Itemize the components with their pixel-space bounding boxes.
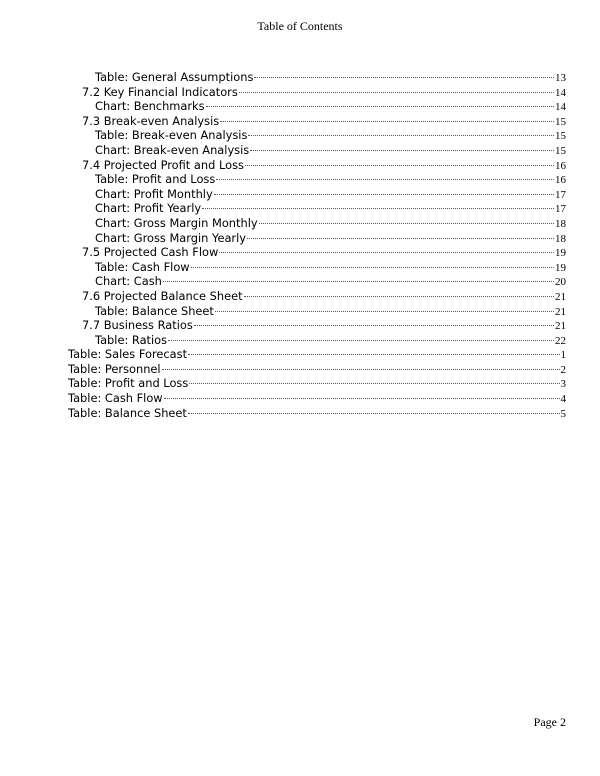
toc-dot-leader [239, 92, 554, 93]
toc-entry-page: 17 [555, 203, 566, 216]
toc-entry-label: 7.6 Projected Balance Sheet [82, 288, 243, 303]
toc-entry[interactable] [68, 70, 566, 85]
toc-entry-page: 5 [560, 407, 566, 420]
toc-dot-leader [248, 135, 554, 136]
toc-dot-leader [259, 223, 554, 224]
toc-entry[interactable] [68, 333, 566, 348]
toc-entry-page: 1 [560, 349, 566, 362]
toc-entry-page: 19 [555, 247, 566, 260]
toc-entry[interactable] [68, 289, 566, 304]
toc-entry-label: Table: Balance Sheet [95, 303, 214, 318]
toc-entry[interactable] [68, 304, 566, 319]
toc-dot-leader [245, 165, 554, 166]
toc-dot-leader [215, 311, 554, 312]
toc-dot-leader [220, 121, 554, 122]
toc-entry-page: 15 [555, 115, 566, 128]
toc-entry[interactable] [68, 391, 566, 406]
toc-entry-label: Table: Balance Sheet [68, 405, 187, 420]
toc-entry-page: 19 [555, 261, 566, 274]
toc-dot-leader [188, 413, 560, 414]
toc-dot-leader [216, 179, 554, 180]
toc-entry-page: 16 [555, 174, 566, 187]
page-number: Page 2 [533, 715, 566, 729]
toc-entry-label: 7.2 Key Financial Indicators [82, 84, 238, 99]
toc-entry-page: 18 [555, 232, 566, 245]
toc-entry-page: 18 [555, 217, 566, 230]
toc-entry[interactable] [68, 318, 566, 333]
toc-entry-label: Chart: Break-even Analysis [95, 142, 250, 157]
toc-entry[interactable] [68, 231, 566, 246]
toc-entry-page: 14 [555, 101, 566, 114]
toc-entry-label: 7.4 Projected Profit and Loss [82, 157, 244, 172]
toc-entry[interactable] [68, 260, 566, 275]
toc-entry-label: 7.7 Business Ratios [82, 318, 193, 333]
toc-entry-label: Table: Profit and Loss [95, 172, 216, 187]
toc-dot-leader [162, 369, 560, 370]
toc-entry-page: 2 [560, 363, 566, 376]
toc-entry-label: Chart: Gross Margin Yearly [95, 230, 247, 245]
toc-dot-leader [168, 340, 554, 341]
toc-entry-label: Chart: Benchmarks [95, 99, 205, 114]
toc-entry-label: Table: Cash Flow [95, 259, 190, 274]
toc-dot-leader [194, 325, 554, 326]
toc-entry[interactable] [68, 187, 566, 202]
toc-entry[interactable] [68, 143, 566, 158]
toc-entry-label: Table: Personnel [68, 361, 161, 376]
toc-dot-leader [214, 194, 554, 195]
page-header-title: Table of Contents [257, 19, 343, 33]
toc-dot-leader [188, 354, 559, 355]
toc-entry-page: 21 [555, 320, 566, 333]
toc-dot-leader [247, 238, 554, 239]
toc-dot-leader [250, 150, 554, 151]
table-of-contents [68, 70, 566, 420]
toc-entry[interactable] [68, 362, 566, 377]
toc-entry-label: Chart: Cash [95, 274, 162, 289]
toc-dot-leader [163, 281, 554, 282]
toc-entry-page: 15 [555, 144, 566, 157]
toc-entry-label: Chart: Gross Margin Monthly [95, 215, 258, 230]
toc-entry[interactable] [68, 99, 566, 114]
toc-entry-label: Table: Break-even Analysis [95, 128, 248, 143]
toc-entry[interactable] [68, 172, 566, 187]
toc-entry-page: 16 [555, 159, 566, 172]
toc-entry-label: Table: Sales Forecast [68, 347, 188, 362]
toc-entry-page: 15 [555, 130, 566, 143]
toc-dot-leader [191, 267, 554, 268]
toc-dot-leader [206, 106, 554, 107]
toc-entry[interactable] [68, 376, 566, 391]
toc-entry-page: 21 [555, 305, 566, 318]
toc-entry-page: 20 [555, 276, 566, 289]
toc-entry[interactable] [68, 201, 566, 216]
toc-entry-label: 7.5 Projected Cash Flow [82, 245, 219, 260]
toc-entry[interactable] [68, 114, 566, 129]
toc-entry-page: 22 [555, 334, 566, 347]
toc-entry-label: Table: Cash Flow [68, 391, 163, 406]
toc-entry[interactable] [68, 245, 566, 260]
toc-entry-label: Chart: Profit Yearly [95, 201, 202, 216]
toc-entry[interactable] [68, 158, 566, 173]
toc-entry[interactable] [68, 128, 566, 143]
toc-entry[interactable] [68, 216, 566, 231]
toc-dot-leader [254, 77, 554, 78]
toc-entry-page: 14 [555, 86, 566, 99]
toc-entry-page: 3 [560, 378, 566, 391]
toc-entry-label: 7.3 Break-even Analysis [82, 113, 220, 128]
toc-entry-page: 17 [555, 188, 566, 201]
toc-dot-leader [219, 252, 554, 253]
toc-entry-page: 13 [555, 72, 566, 84]
toc-entry[interactable] [68, 406, 566, 421]
toc-entry-label: Table: Ratios [95, 332, 168, 347]
toc-entry[interactable] [68, 347, 566, 362]
toc-dot-leader [244, 296, 554, 297]
toc-entry-label: Table: General Assumptions [95, 70, 254, 84]
toc-entry-page: 21 [555, 290, 566, 303]
toc-dot-leader [189, 383, 559, 384]
toc-entry[interactable] [68, 274, 566, 289]
toc-entry[interactable] [68, 85, 566, 100]
toc-entry-label: Table: Profit and Loss [68, 376, 189, 391]
toc-dot-leader [202, 208, 554, 209]
toc-dot-leader [164, 398, 560, 399]
toc-entry-label: Chart: Profit Monthly [95, 186, 213, 201]
toc-entry-page: 4 [560, 393, 566, 406]
